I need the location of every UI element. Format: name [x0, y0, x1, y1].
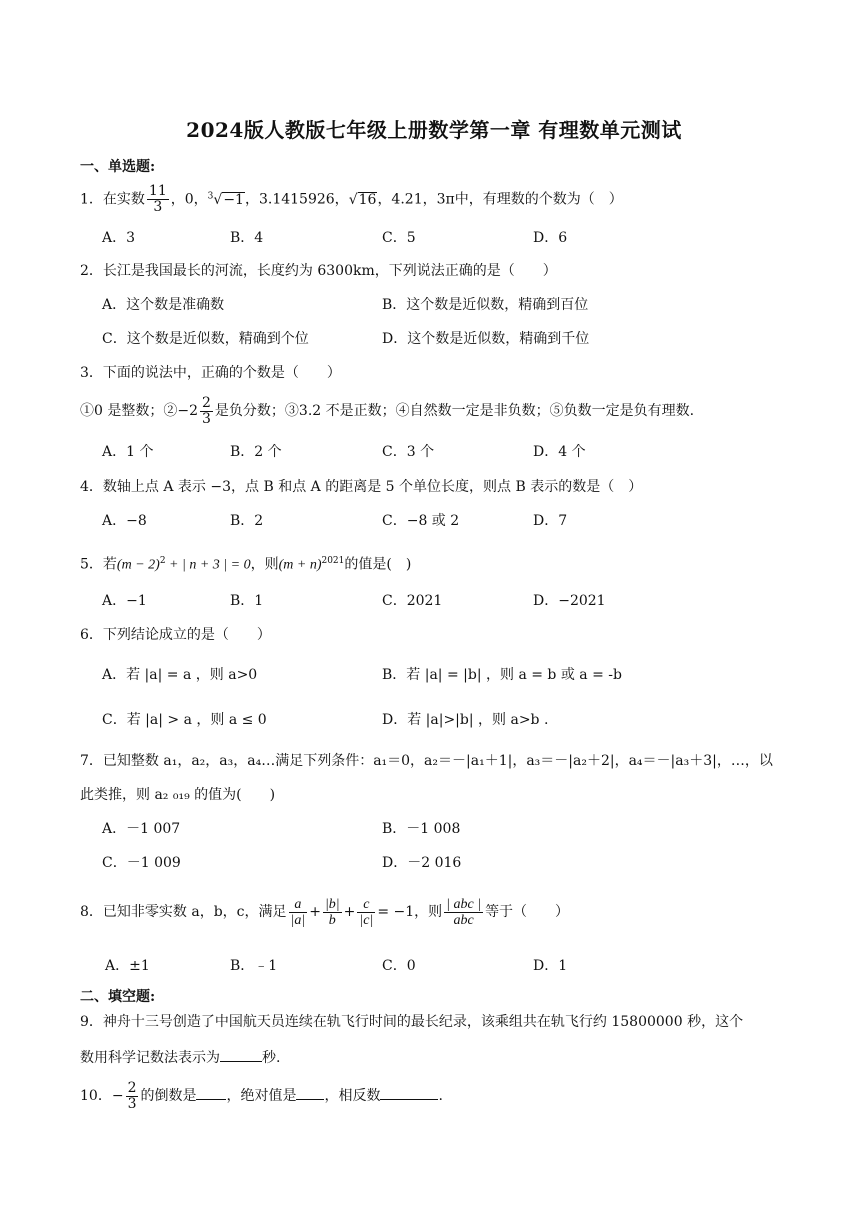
option-a: A．这个数是准确数: [102, 297, 225, 313]
option-a: A．−8: [102, 513, 147, 529]
question-number: 1．: [80, 191, 103, 208]
option-d: D．1: [533, 958, 568, 974]
question-text: ，0，: [170, 191, 208, 208]
option-b: B．2 个: [230, 444, 282, 460]
option-d: D．7: [533, 513, 568, 529]
option-b: B．这个数是近似数，精确到百位: [382, 297, 589, 313]
statement-text: 是负分数；③3.2 不是正数；④自然数一定是非负数；⑤负数一定是负有理数.: [214, 403, 695, 419]
math-expression: (m − 2): [116, 557, 160, 573]
fraction-denominator: |c|: [359, 912, 374, 928]
square-root-expression: √16: [348, 191, 377, 208]
fraction-numerator: | abc |: [446, 896, 482, 912]
question-text: 秒.: [262, 1050, 281, 1066]
question-text: ，相反数: [324, 1088, 381, 1104]
question-number: 10．: [80, 1088, 112, 1104]
question-number: 5．: [80, 556, 103, 573]
option-b: B．4: [230, 230, 264, 246]
fraction-11-3: [147, 184, 169, 215]
answer-blank-absolute-value[interactable]: [296, 1085, 324, 1100]
question-5: [80, 552, 411, 575]
option-d: D．6: [533, 230, 568, 246]
question-text: ，则: [414, 904, 443, 920]
option-c: C．3 个: [382, 444, 435, 460]
question-2: 2．长江是我国最长的河流，长度约为 6300km，下列说法正确的是（ ）: [80, 263, 557, 279]
question-text: ，则: [250, 556, 279, 573]
fraction-a-over-abs-a: [289, 897, 308, 928]
question-10: [80, 1078, 443, 1114]
question-1: [80, 180, 623, 216]
answer-blank-opposite[interactable]: [380, 1085, 438, 1100]
page-title: 2024版人教版七年级上册数学第一章 有理数单元测试: [186, 118, 682, 142]
fraction-denominator: 3: [202, 410, 211, 427]
fraction-numerator: a: [289, 897, 308, 913]
option-c: C．2021: [382, 593, 443, 609]
option-d: D．−2021: [533, 593, 606, 609]
option-c: C．－1 009: [102, 855, 181, 871]
option-a: A．±1: [105, 958, 150, 974]
fraction-denominator: 3: [153, 199, 163, 216]
fraction-numerator: c: [357, 897, 375, 913]
option-d: D．－2 016: [382, 855, 462, 871]
option-b: B．﹣1: [230, 958, 278, 974]
question-3: 3．下面的说法中，正确的个数是（ ）: [80, 365, 341, 381]
question-text: ，3.1415926，: [244, 191, 349, 208]
radicand: −1: [223, 191, 244, 208]
option-b: B．－1 008: [382, 821, 461, 837]
option-b: B．若 |a| = |b| ，则 a = b 或 a = -b: [382, 667, 622, 683]
option-d: D．4 个: [533, 444, 586, 460]
question-3-statements: [80, 395, 694, 427]
math-expression: (m + n): [278, 557, 322, 573]
question-text: 若: [102, 556, 117, 573]
question-9-line-1: 9．神舟十三号创造了中国航天员连续在轨飞行时间的最长纪录，该乘组共在轨飞行约 15800000 秒，这个: [80, 1014, 744, 1030]
question-7-line-2: 此类推，则 a₂ ₀₁₉ 的值为( ): [80, 787, 276, 803]
negative-sign: −: [111, 1088, 124, 1104]
statement-text: ①0 是整数；②−2: [80, 403, 198, 419]
question-6: 6．下列结论成立的是（ ）: [80, 627, 271, 643]
option-a: A．－1 007: [102, 821, 181, 837]
radicand: 16: [358, 191, 377, 208]
root-index: 3: [207, 191, 214, 201]
fraction-c-over-abs-c: [357, 897, 375, 928]
cube-root-expression: $^3$√−1: [207, 191, 244, 208]
math-expression: = −1: [377, 904, 415, 920]
fraction-abs-abc-over-abc: [444, 897, 483, 928]
fraction-denominator: |a|: [290, 912, 306, 928]
section-heading-single-choice: 一、单选题:: [80, 159, 156, 175]
question-text: 的倒数是: [140, 1088, 197, 1104]
answer-blank-reciprocal[interactable]: [196, 1085, 226, 1100]
question-text: 数用科学记数法表示为: [80, 1050, 220, 1066]
fraction-denominator: b: [328, 912, 336, 928]
fraction-numerator: |b|: [324, 896, 340, 912]
question-text: .: [438, 1088, 443, 1104]
option-a: A．若 |a| = a ，则 a>0: [102, 667, 258, 683]
section-heading-fill-blank: 二、填空题:: [80, 989, 156, 1005]
option-c: C．0: [382, 958, 416, 974]
option-c: C．−8 或 2: [382, 513, 460, 529]
question-text: 在实数: [102, 191, 145, 208]
answer-blank[interactable]: [220, 1047, 262, 1062]
fraction-numerator: 2: [202, 394, 211, 411]
option-b: B．1: [230, 593, 264, 609]
question-7-line-1: 7．已知整数 a₁，a₂，a₃，a₄…满足下列条件：a₁＝0，a₂＝－|a₁＋1|，a₃＝－|a₂＋2|，a₄＝－|a₃＋3|，…，以: [80, 753, 773, 769]
exponent: 2021: [321, 556, 345, 566]
option-a: A．1 个: [102, 444, 154, 460]
option-c: C．这个数是近似数，精确到个位: [102, 331, 309, 347]
option-b: B．2: [230, 513, 264, 529]
question-text: 等于（ ）: [485, 904, 570, 920]
option-c: C．5: [382, 230, 416, 246]
fraction-2-3: [200, 396, 213, 427]
question-4: 4．数轴上点 A 表示 −3，点 B 和点 A 的距离是 5 个单位长度，则点 B 表示的数是（ ）: [80, 479, 643, 495]
fraction-denominator: 3: [127, 1095, 137, 1112]
option-a: A．3: [102, 230, 136, 246]
question-9-line-2: [80, 1047, 280, 1067]
question-text: 8．已知非零实数 a，b，c，满足: [80, 904, 287, 920]
fraction-numerator: 11: [148, 183, 167, 200]
question-text: 的值是( ): [344, 556, 412, 573]
fraction-denominator: abc: [453, 912, 474, 928]
question-8: 8．已知非零实数 a，b，c，满足 $\frac{a}{|a|}$ + $\frac{|b|}{b}$ + $\frac{c}{|c|}$ = −1，则 $\frac{\text{| abc |}}{\text{abc}}$ 等于（ ）: [80, 896, 570, 928]
option-d: D．这个数是近似数，精确到千位: [382, 331, 590, 347]
fraction-2-3: [126, 1081, 139, 1112]
option-d: D．若 |a|>|b| ，则 a>b .: [382, 712, 549, 728]
fraction-abs-b-over-b: [323, 897, 342, 928]
exponent: 2: [159, 556, 166, 566]
fraction-numerator: 2: [127, 1079, 137, 1096]
option-c: C．若 |a| > a ，则 a ≤ 0: [102, 712, 267, 728]
question-text: ，绝对值是: [226, 1088, 297, 1104]
math-expression: + | n + 3 | = 0: [165, 557, 251, 573]
option-a: A．−1: [102, 593, 147, 609]
question-text: ，4.21，3π中，有理数的个数为（ ）: [377, 191, 623, 208]
